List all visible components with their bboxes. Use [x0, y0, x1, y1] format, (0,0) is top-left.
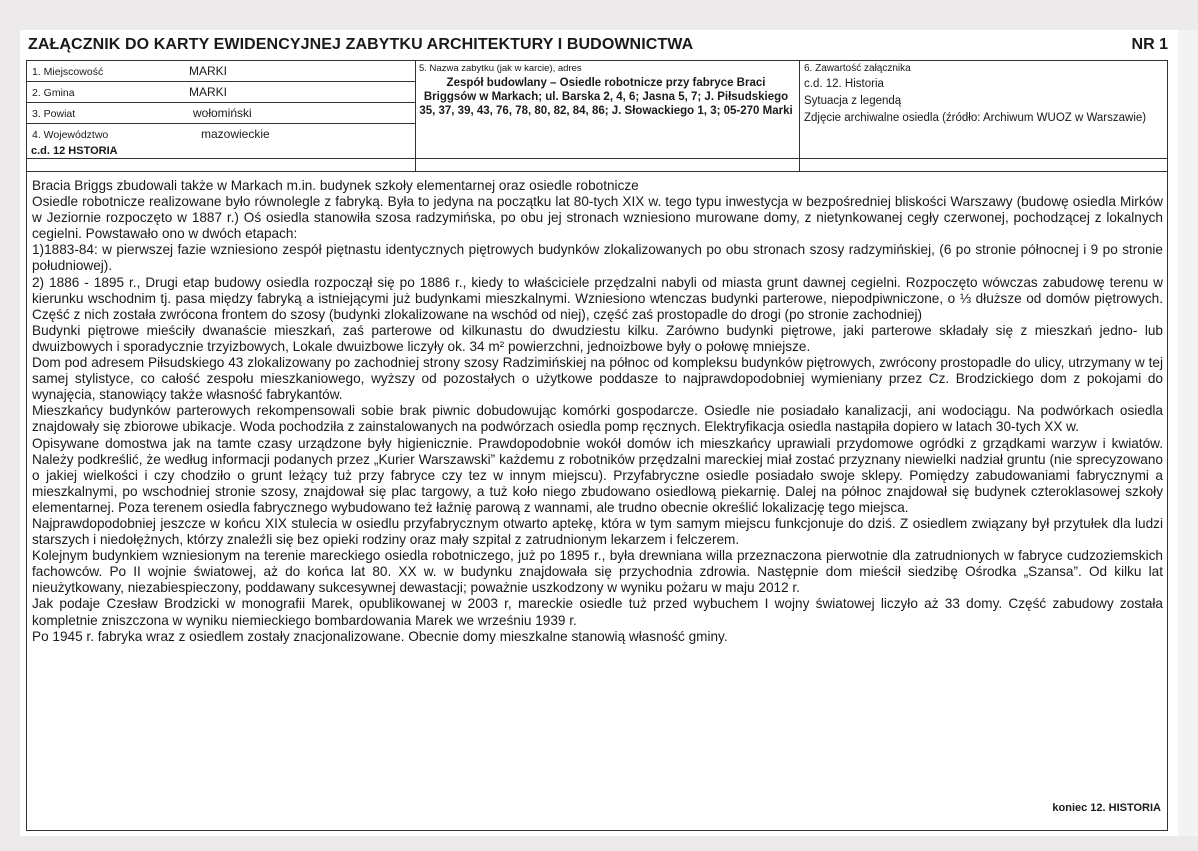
section-header-row [26, 143, 1168, 159]
paragraph: 1)1883-84: w pierwszej fazie wzniesiono zespół piętnastu identycznych piętrowych budynków zlokalizowanych po obu stronach szosy radzymińskiej, (6 po stronie północnej i 9 po stronie południowej). [32, 242, 1163, 274]
paragraph: Opisywane domostwa jak na tamte czasy urządzone były higienicznie. Prawdopodobnie wokół domów ich mieszkańcy uprawiali przydomowe ogródki z grządkami warzyw i kwiatów. Należy podkreślić, że według informacji podanych przez „Kurier Warszawski” każdemu z robotników przędzalni mareckiej miał zostać przyznany niewielki nadział gruntu (nie sprecyzowano o jakiej wielkości i czy chodziło o grunt leżący tuż przy fabryce czy tez w innym miejscu). Przyfabryczne osiedle posiadało swoje sklepy. Pomiędzy zabudowaniami fabrycznymi a mieszkalnymi, po wschodniej stronie szosy, znajdował się plac targowy, a tuż koło niego zbudowano osiedlową piekarnię. Dalej na północ znajdował się budynek czteroklasowej szkoły elementarnej. Poza terenem osiedla fabrycznego wybudowano też łaźnię parową z wannami, ale trudno obecnie określić lokalizację tego miejsca. [32, 435, 1163, 515]
field-value: wołomiński [193, 106, 252, 120]
paragraph: Jak podaje Czesław Brodzicki w monografii Marek, opublikowanej w 2003 r, mareckie osiedle tuż przed wybuchem I wojny światowej liczyło aż 33 domy. Część zabudowy została kompletnie zniszczona w wyniku niemieckiego bombardowania Marek we wrześniu 1939 r. [32, 596, 1163, 628]
paragraph: Budynki piętrowe mieściły dwanaście mieszkań, zaś parterowe od kilkunastu do dwudziestu kilku. Zarówno budynki piętrowe, jaki parterowe składały się z mieszkań jedno- lub dwuizbowych i sporadycznie trzyizbowych, Lokale dwuizbowe liczyły ok. 34 m² powierzchni, jednoizbowe były o połowę mniejsze. [32, 322, 1163, 354]
attachment-contents-item: Zdjęcie archiwalne osiedla (źródło: Archiwum WUOZ w Warszawie) [804, 112, 1147, 124]
attachment-contents-item: Sytuacja z legendą [804, 95, 902, 107]
field-label: 3. Powiat [32, 108, 76, 120]
monument-name-label: 5. Nazwa zabytku (jak w karcie), adres [419, 63, 582, 74]
field-label: 1. Miejscowość [32, 66, 104, 78]
paragraph: 2) 1886 - 1895 r., Drugi etap budowy osiedla rozpoczął się po 1886 r., kiedy to właściciele przędzalni nabyli od miasta grunt dawnej cegielni. Rozpoczęto wówczas zabudowę terenu w kierunku wschodnim tj. pasa między fabryką a istniejącymi już budynkami mieszkalnymi. Wzniesiono wtenczas budynki parterowe, niepodpiwniczone, o ⅓ dłuższe od domów piętrowych. Część z nich została zwrócona frontem do szosy (budynki zlokalizowane na wschód od niej), część zaś prostopadle do drogi (po stronie zachodniej) [32, 274, 1163, 322]
scan-edge [1178, 30, 1198, 836]
document-title: ZAŁĄCZNIK DO KARTY EWIDENCYJNEJ ZABYTKU ARCHITEKTURY I BUDOWNICTWA [28, 36, 694, 53]
location-row-commune [27, 82, 415, 103]
history-text [32, 178, 1163, 645]
paragraph: Mieszkańcy budynków parterowych rekompensowali sobie brak piwnic dobudowując komórki gospodarcze. Osiedle nie posiadało kanalizacji, ani wodociągu. Na podwórkach osiedla znajdowały się zbiorowe ubikacje. Woda pochodziła z zainstalowanych na podwórzach osiedla pomp ręcznych. Elektryfikacja osiedla nastąpiła dopiero w latach 30-tych XX w. [32, 403, 1163, 435]
field-value: MARKI [189, 85, 228, 99]
attachment-contents-label: 6. Zawartość załącznika [804, 63, 911, 74]
history-content [26, 159, 1168, 831]
paragraph: Osiedle robotnicze realizowane było równolegle z fabryką. Była to jedyna na początku lat 80-tych XIX w. tego typu inwestycja w bezpośredniej bliskości Warszawy (budowę osiedla Mirków w Jeziornie rozpoczęto w 1887 r.) Oś osiedla stanowiła szosa radzymińska, po obu jej stronach wzniesiono murowane domy, z nietynkowanej cegły czerwonej, pochodzącej z lokalnych cegielni. Powstawało ono w dwóch etapach: [32, 194, 1163, 242]
document-sheet [20, 30, 1178, 836]
location-row-county [27, 103, 415, 124]
paragraph: Najprawdopodobniej jeszcze w końcu XIX stulecia w osiedlu przyfabrycznym otwarto aptekę, która w tym samym miejscu funkcjonuje do dziś. Z osiedlem związany był przytułek dla ludzi starszych i niedołężnych, którzy znaleźli się bez opieki rodziny oraz mały szpital z zatrudnionym lekarzem i felczerem. [32, 515, 1163, 548]
monument-name-value: Zespół budowlany – Osiedle robotnicze przy fabryce Braci Briggsów w Markach; ul. Barska 2, 4, 6; Jasna 5, 7; J. Piłsudskiego 35, 37, 39, 43, 76, 78, 80, 82, 84, 86; J. Słowackiego 1, 3; 05-270 Marki [419, 77, 793, 117]
field-label: 4. Województwo [32, 129, 109, 141]
document-number: NR 1 [1131, 36, 1168, 53]
section-heading: c.d. 12 HSTORIA [31, 145, 118, 157]
attachment-contents-item: c.d. 12. Historia [804, 78, 884, 90]
location-row-town [27, 61, 415, 82]
field-label: 2. Gmina [32, 87, 75, 99]
paragraph: Bracia Briggs zbudowali także w Markach m.in. budynek szkoły elementarnej oraz osiedle robotnicze [32, 178, 639, 193]
field-value: MARKI [189, 64, 228, 78]
paragraph: Po 1945 r. fabryka wraz z osiedlem zostały znacjonalizowane. Obecnie domy mieszkalne stanowią własność gminy. [32, 628, 728, 644]
end-note: koniec 12. HISTORIA [1052, 802, 1161, 814]
field-value: mazowieckie [201, 127, 270, 141]
paragraph: Dom pod adresem Piłsudskiego 43 zlokalizowany po zachodniej strony szosy Radzimińskiej na północ od kompleksu budynków piętrowych, zwrócony prostopadle do ulicy, utrzymany w tej samej stylistyce, co całość zespołu mieszkaniowego, wyższy od pozostałych o użytkowe poddasze to najprawdopodobniej wymieniany przez Cz. Brodzickiego dom z pokojami do wynajęcia, stanowiący także własność fabrykantów. [32, 355, 1163, 403]
paragraph: Kolejnym budynkiem wzniesionym na terenie mareckiego osiedla robotniczego, już po 1895 r., była drewniana willa przeznaczona pierwotnie dla zatrudnionych w fabryce cudzoziemskich fachowców. Po II wojnie światowej, aż do końca lat 80. XX w. w budynku znajdowała się przychodnia zdrowia. Następnie dom mieścił siedzibę Ośrodka „Szansa”. Od kilku lat nieużytkowany, niezabiespieczony, poddawany sukcesywnej dewastacji; poważnie uszkodzony w wyniku pożaru w maju 2012 r. [32, 548, 1163, 596]
